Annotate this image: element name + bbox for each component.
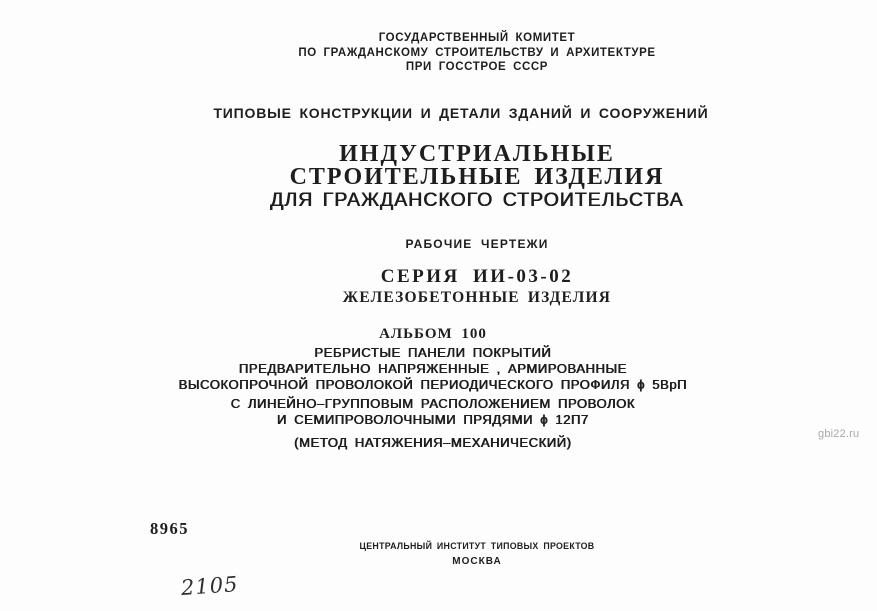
authority-line-3: ПРИ ГОССТРОЕ СССР [405, 61, 549, 74]
order-number: 8965 [150, 519, 189, 538]
subtitle-working-drawings: РАБОЧИЕ ЧЕРТЕЖИ [405, 237, 549, 251]
authority-line-2: ПО ГРАЖДАНСКОМУ СТРОИТЕЛЬСТВУ И АРХИТЕКТУРЕ [298, 46, 656, 59]
album-line-3: ВЫСОКОПРОЧНОЙ ПРОВОЛОКОЙ ПЕРИОДИЧЕСКОГО ПРОФИЛЯ ϕ 5ВрП [178, 377, 688, 392]
album-method-line: (МЕТОД НАТЯЖЕНИЯ–МЕХАНИЧЕСКИЙ) [294, 435, 572, 450]
album-line-1: РЕБРИСТЫЕ ПАНЕЛИ ПОКРЫТИЙ [314, 345, 552, 360]
series-kind: ЖЕЛЕЗОБЕТОННЫЕ ИЗДЕЛИЯ [342, 289, 612, 306]
page-title-line-3: ДЛЯ ГРАЖДАНСКОГО СТРОИТЕЛЬСТВА [270, 189, 684, 211]
series-number: СЕРИЯ ИИ-03-02 [380, 266, 574, 287]
album-line-4: С ЛИНЕЙНО–ГРУППОВЫМ РАСПОЛОЖЕНИЕМ ПРОВОЛОК [230, 396, 636, 411]
publisher-city: МОСКВА [452, 556, 502, 567]
album-line-5: И СЕМИПРОВОЛОЧНЫМИ ПРЯДЯМИ ϕ 12П7 [277, 412, 589, 427]
album-line-2: ПРЕДВАРИТЕЛЬНО НАПРЯЖЕННЫЕ , АРМИРОВАННЫЕ [238, 361, 628, 376]
site-watermark: gbi22.ru [818, 428, 860, 440]
page-title-line-2: СТРОИТЕЛЬНЫЕ ИЗДЕЛИЯ [289, 164, 665, 190]
publisher-name: ЦЕНТРАЛЬНЫЙ ИНСТИТУТ ТИПОВЫХ ПРОЕКТОВ [359, 541, 595, 551]
authority-line-1: ГОСУДАРСТВЕННЫЙ КОМИТЕТ [378, 32, 576, 44]
handwritten-inventory-number: 2105 [180, 572, 240, 600]
album-number: АЛЬБОМ 100 [379, 326, 487, 342]
page-title-line-1: ИНДУСТРИАЛЬНЫЕ [339, 141, 615, 167]
authority-block [77, 31, 877, 75]
series-caption: ТИПОВЫЕ КОНСТРУКЦИИ И ДЕТАЛИ ЗДАНИЙ И СООРУЖЕНИЙ [213, 105, 709, 121]
